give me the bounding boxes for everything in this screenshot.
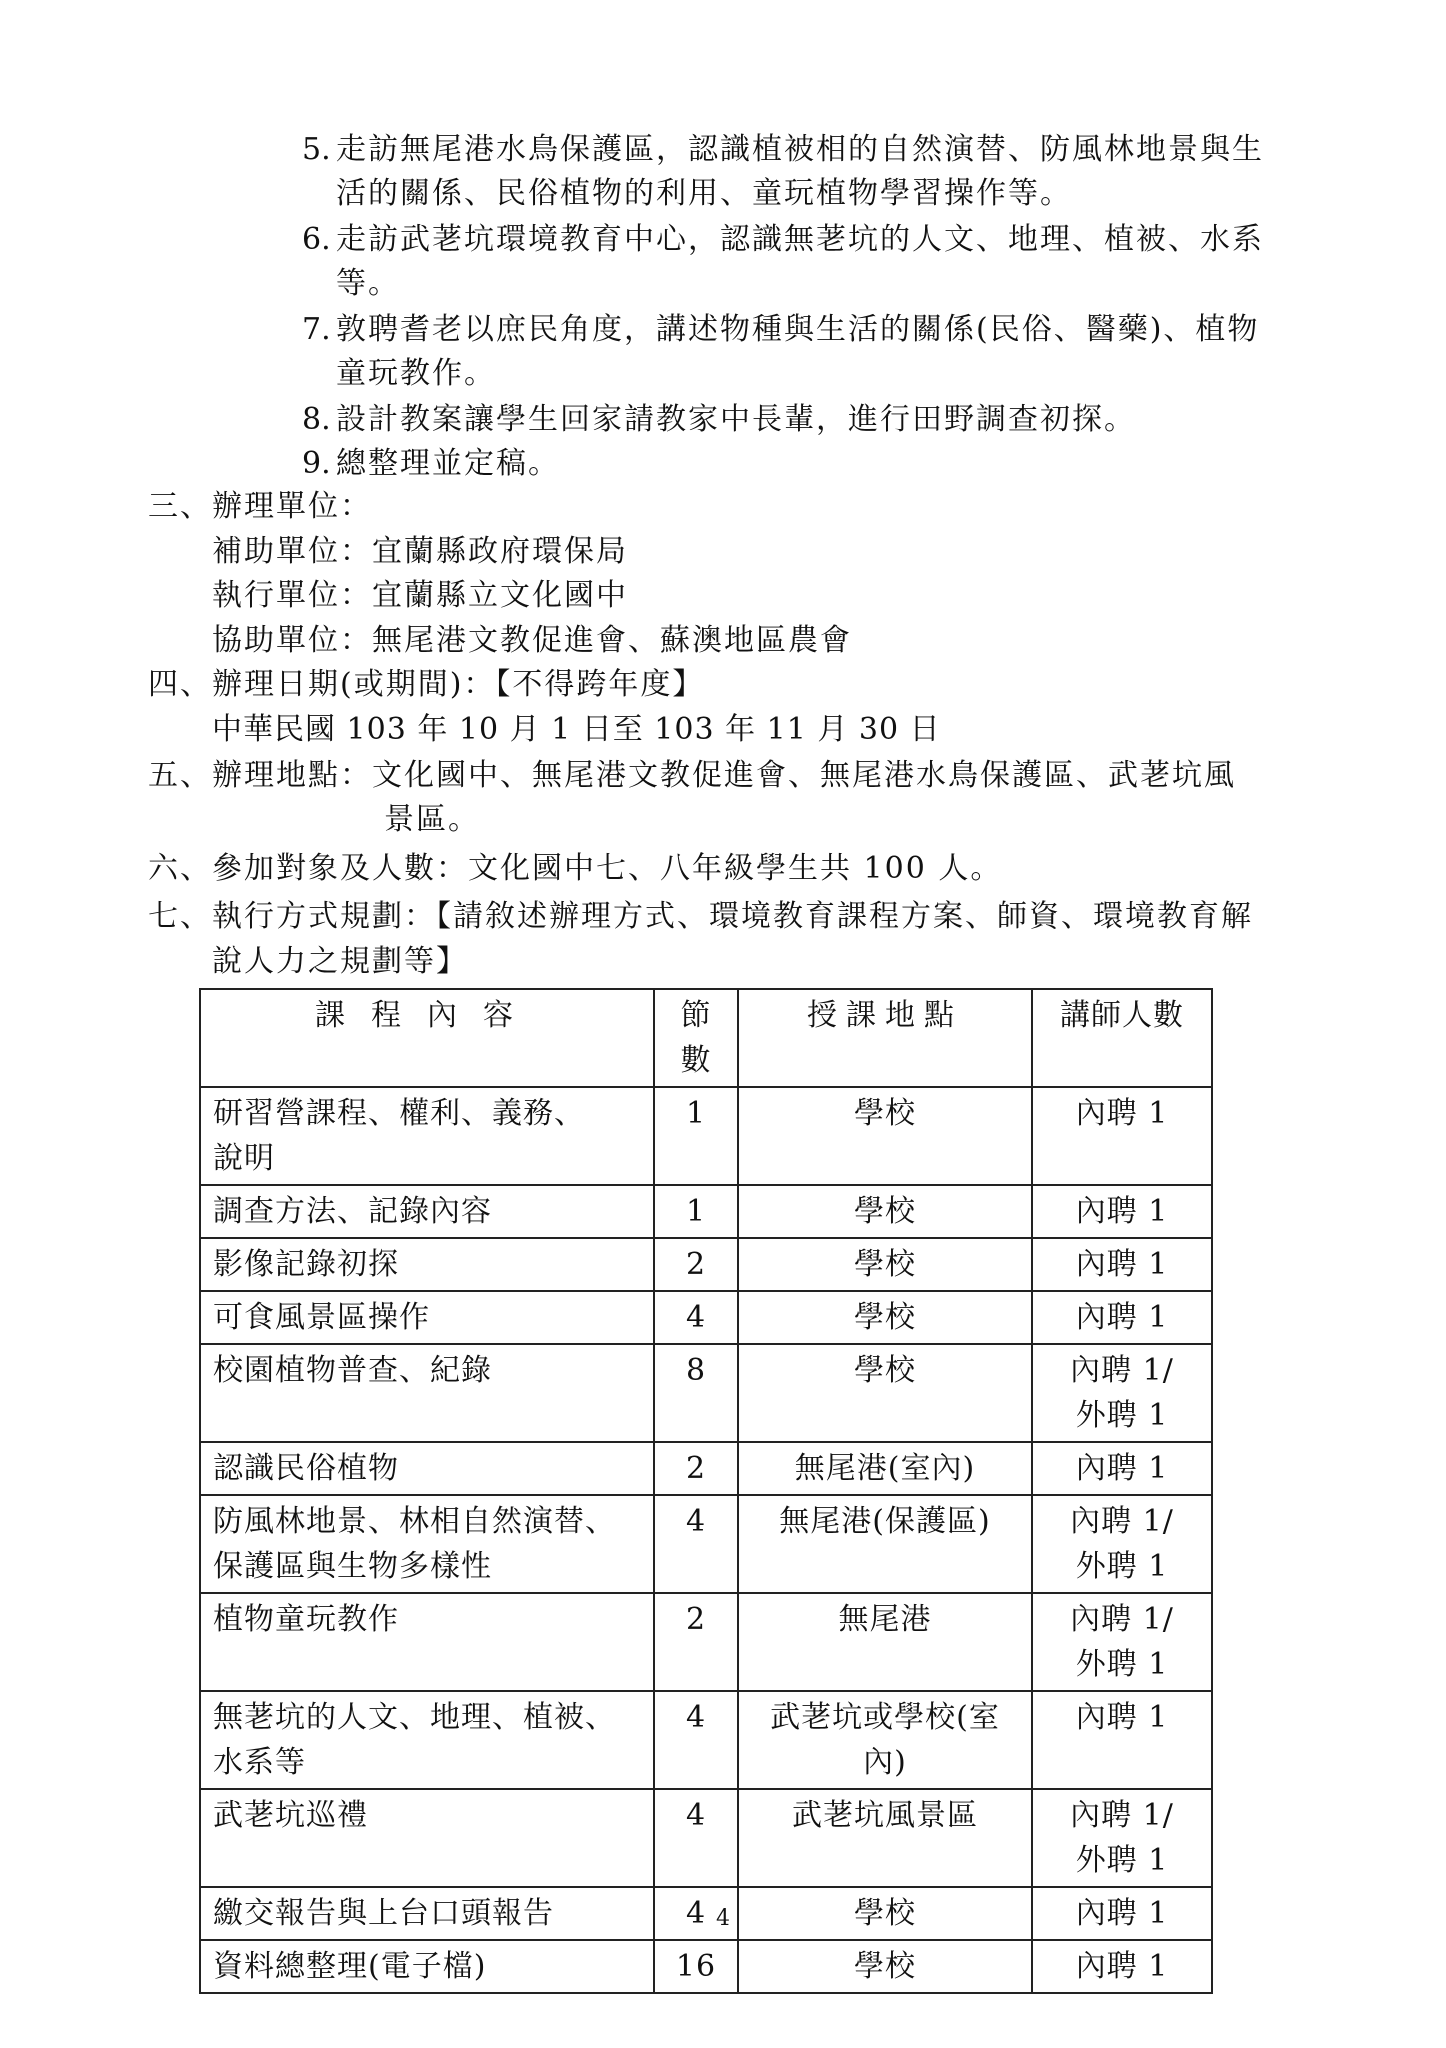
cell-line: 外聘 1	[1075, 1398, 1169, 1433]
list-item-number: 7.	[302, 312, 331, 347]
list-item-line: 童玩教作。	[336, 356, 496, 391]
cell-line: 保護區與生物多樣性	[213, 1549, 492, 1584]
cell-lecturers	[1032, 1087, 1212, 1185]
table-row	[200, 1185, 1212, 1238]
cell-sessions: 16	[654, 1940, 738, 1993]
cell-line: 內聘 1/	[1070, 1504, 1174, 1539]
list-item-line: 活的關係、民俗植物的利用、童玩植物學習操作等。	[336, 176, 1072, 211]
cell-line: 水系等	[213, 1745, 306, 1780]
cell-content	[200, 1495, 654, 1593]
cell-location	[738, 1940, 1032, 1993]
cell-line: 內聘 1	[1075, 1949, 1169, 1984]
cell-content	[200, 1291, 654, 1344]
table-row	[200, 1593, 1212, 1691]
page-number: 4	[716, 1906, 730, 1931]
cell-line: 學校	[854, 1353, 916, 1388]
table-row	[200, 1789, 1212, 1887]
cell-location	[738, 1593, 1032, 1691]
cell-lecturers	[1032, 1940, 1212, 1993]
cell-line: 說明	[213, 1141, 275, 1176]
section-line: 中華民國 103 年 10 月 1 日至 103 年 11 月 30 日	[212, 712, 941, 747]
table-row	[200, 1087, 1212, 1185]
list-item-number: 5.	[302, 132, 331, 167]
cell-line: 內聘 1/	[1070, 1602, 1174, 1637]
list-item-line: 敦聘耆老以庶民角度，講述物種與生活的關係(民俗、醫藥)、植物	[336, 312, 1260, 347]
table-row	[200, 1442, 1212, 1495]
section-line: 補助單位：宜蘭縣政府環保局	[212, 534, 628, 569]
cell-content	[200, 1087, 654, 1185]
cell-location	[738, 1691, 1032, 1789]
section-line: 七、執行方式規劃：【請敘述辦理方式、環境教育課程方案、師資、環境教育解	[148, 899, 1253, 934]
cell-line: 資料總整理(電子檔)	[213, 1949, 487, 1984]
cell-location	[738, 1185, 1032, 1238]
cell-lecturers	[1032, 1291, 1212, 1344]
cell-sessions: 2	[654, 1593, 738, 1691]
cell-line: 影像記錄初探	[213, 1247, 399, 1282]
cell-sessions: 8	[654, 1344, 738, 1442]
cell-line: 可食風景區操作	[213, 1300, 430, 1335]
cell-content	[200, 1940, 654, 1993]
cell-line: 認識民俗植物	[213, 1451, 399, 1486]
table-row	[200, 1691, 1212, 1789]
list-item-line: 走訪無尾港水鳥保護區，認識植被相的自然演替、防風林地景與生	[336, 132, 1264, 167]
cell-lecturers	[1032, 1789, 1212, 1887]
cell-line: 學校	[854, 1949, 916, 1984]
cell-line: 內聘 1	[1075, 1700, 1169, 1735]
cell-lecturers	[1032, 1495, 1212, 1593]
cell-lecturers	[1032, 1344, 1212, 1442]
cell-line: 調查方法、記錄內容	[213, 1194, 492, 1229]
cell-sessions: 2	[654, 1238, 738, 1291]
table-row	[200, 1940, 1212, 1993]
cell-content	[200, 1344, 654, 1442]
cell-lecturers	[1032, 1691, 1212, 1789]
cell-line: 學校	[854, 1194, 916, 1229]
cell-lecturers	[1032, 1593, 1212, 1691]
cell-line: 外聘 1	[1075, 1647, 1169, 1682]
list-item-number: 9.	[302, 446, 331, 481]
cell-line: 內聘 1	[1075, 1896, 1169, 1931]
cell-lecturers	[1032, 1238, 1212, 1291]
section-heading: 三、辦理單位：	[148, 489, 372, 524]
cell-line: 防風林地景、林相自然演替、	[213, 1504, 616, 1539]
table-header-row	[200, 989, 1212, 1087]
cell-location	[738, 1789, 1032, 1887]
cell-line: 學校	[854, 1096, 916, 1131]
cell-line: 內聘 1	[1075, 1451, 1169, 1486]
list-item-line: 設計教案讓學生回家請教家中長輩，進行田野調查初探。	[336, 402, 1136, 437]
cell-sessions: 4	[654, 1495, 738, 1593]
section-line: 六、參加對象及人數：文化國中七、八年級學生共 100 人。	[148, 851, 1003, 886]
header-location: 授課地點	[738, 989, 1032, 1087]
cell-line: 內聘 1	[1075, 1247, 1169, 1282]
section-heading: 四、辦理日期(或期間)：【不得跨年度】	[148, 667, 705, 702]
cell-location	[738, 1344, 1032, 1442]
header-lecturers: 講師人數	[1032, 989, 1212, 1087]
cell-line: 武荖坑巡禮	[213, 1798, 368, 1833]
cell-line: 繳交報告與上台口頭報告	[213, 1896, 554, 1931]
cell-content	[200, 1238, 654, 1291]
cell-line: 內聘 1	[1075, 1096, 1169, 1131]
cell-line: 內)	[863, 1745, 907, 1780]
table-row	[200, 1344, 1212, 1442]
cell-line: 學校	[854, 1896, 916, 1931]
cell-content	[200, 1185, 654, 1238]
cell-location	[738, 1442, 1032, 1495]
cell-line: 外聘 1	[1075, 1549, 1169, 1584]
header-content: 課程內容	[200, 989, 654, 1087]
cell-line: 校園植物普查、紀錄	[213, 1353, 492, 1388]
cell-sessions: 4	[654, 1691, 738, 1789]
cell-line: 研習營課程、權利、義務、	[213, 1096, 585, 1131]
section-line: 協助單位：無尾港文教促進會、蘇澳地區農會	[212, 623, 852, 658]
cell-lecturers	[1032, 1442, 1212, 1495]
list-item-line: 總整理並定稿。	[336, 446, 560, 481]
section-line: 說人力之規劃等】	[212, 944, 468, 979]
header-sessions	[654, 989, 738, 1087]
header-sessions-line: 數	[680, 1043, 712, 1078]
table-row	[200, 1238, 1212, 1291]
cell-location	[738, 1087, 1032, 1185]
cell-location	[738, 1495, 1032, 1593]
cell-line: 內聘 1/	[1070, 1798, 1174, 1833]
list-item-number: 6.	[302, 222, 331, 257]
cell-content	[200, 1789, 654, 1887]
cell-line: 學校	[854, 1247, 916, 1282]
cell-location	[738, 1238, 1032, 1291]
cell-line: 無尾港(室內)	[794, 1451, 976, 1486]
table-row	[200, 1291, 1212, 1344]
cell-location	[738, 1291, 1032, 1344]
cell-line: 內聘 1	[1075, 1194, 1169, 1229]
cell-sessions: 1	[654, 1185, 738, 1238]
cell-sessions: 1	[654, 1087, 738, 1185]
cell-line: 植物童玩教作	[213, 1602, 399, 1637]
list-item-line: 走訪武荖坑環境教育中心，認識無荖坑的人文、地理、植被、水系	[336, 222, 1264, 257]
cell-sessions: 4	[654, 1789, 738, 1887]
cell-line: 內聘 1/	[1070, 1353, 1174, 1388]
section-line: 景區。	[384, 802, 480, 837]
cell-lecturers	[1032, 1185, 1212, 1238]
section-line: 五、辦理地點：文化國中、無尾港文教促進會、無尾港水鳥保護區、武荖坑風	[148, 758, 1236, 793]
header-sessions-line: 節	[680, 998, 712, 1033]
cell-content	[200, 1593, 654, 1691]
cell-line: 無荖坑的人文、地理、植被、	[213, 1700, 616, 1735]
list-item-number: 8.	[302, 402, 331, 437]
section-line: 執行單位：宜蘭縣立文化國中	[212, 578, 628, 613]
cell-sessions: 4	[654, 1887, 738, 1940]
cell-sessions: 4	[654, 1291, 738, 1344]
cell-line: 武荖坑風景區	[792, 1798, 978, 1833]
table-row	[200, 1495, 1212, 1593]
list-item-line: 等。	[336, 266, 400, 301]
cell-line: 武荖坑或學校(室	[770, 1700, 1000, 1735]
cell-line: 內聘 1	[1075, 1300, 1169, 1335]
cell-sessions: 2	[654, 1442, 738, 1495]
cell-line: 外聘 1	[1075, 1843, 1169, 1878]
cell-line: 無尾港(保護區)	[779, 1504, 991, 1539]
cell-content	[200, 1691, 654, 1789]
cell-content	[200, 1442, 654, 1495]
cell-line: 無尾港	[838, 1602, 932, 1637]
cell-line: 學校	[854, 1300, 916, 1335]
course-table	[199, 988, 1213, 1994]
